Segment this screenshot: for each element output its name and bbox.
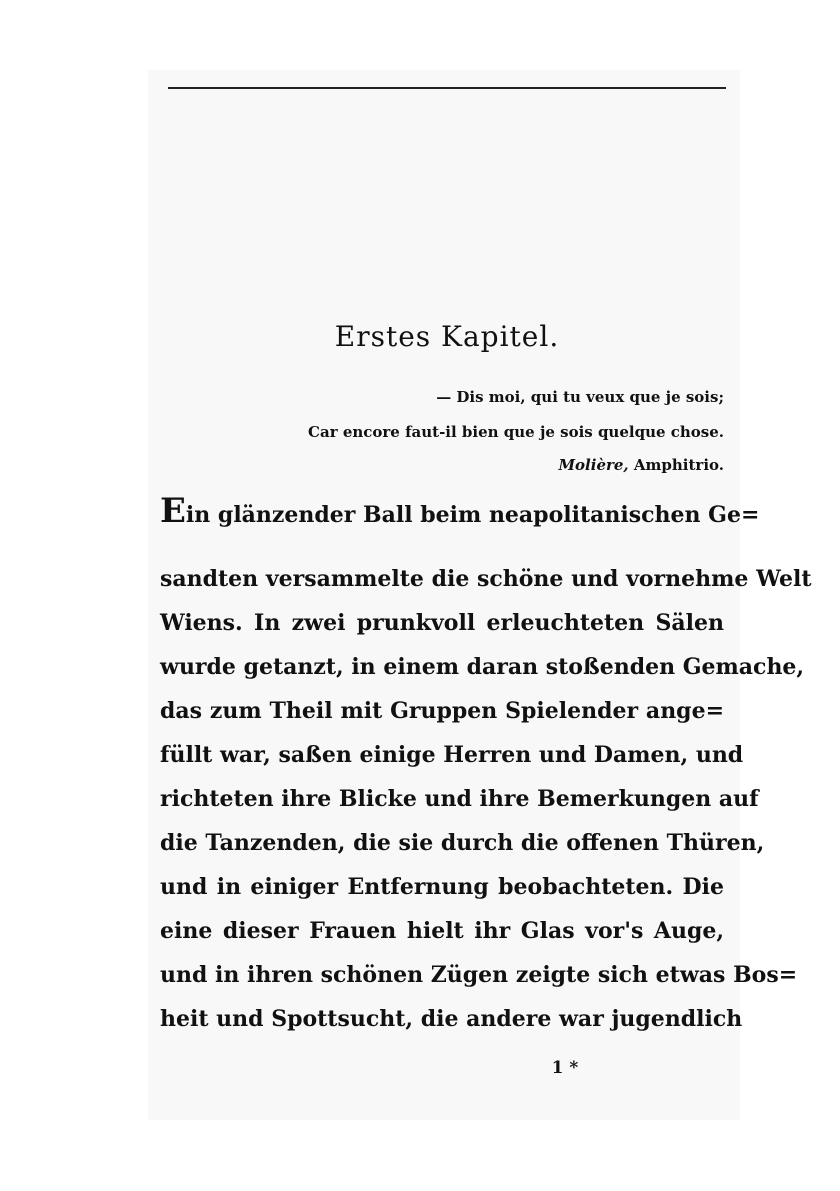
body-line-5: das zum Theil mit Gruppen Spielender ange= [160,698,724,724]
body-line-7: richteten ihre Blicke und ihre Bemerkungen auf [160,786,759,812]
body-line-1 [160,491,760,531]
body-line-1-text: in glänzender Ball beim neapolitanischen Ge= [185,502,760,528]
body-line-3: Wiens. In zwei prunkvoll erleuchteten Sälen [160,610,724,636]
body-line-2: sandten versammelte die schöne und vornehme Welt [160,566,812,592]
epigraph-attribution [168,456,724,474]
epigraph-author: Molière, [558,456,629,474]
body-line-4: wurde getanzt, in einem daran stoßenden Gemache, [160,654,805,680]
epigraph-line-1: — Dis moi, qui tu veux que je sois; [436,388,724,406]
chapter-title: Erstes Kapitel. [334,320,560,353]
body-line-6: füllt war, saßen einige Herren und Damen, und [160,742,744,768]
header-rule [168,87,726,89]
body-line-11: und in ihren schönen Zügen zeigte sich etwas Bos= [160,962,798,988]
page-signature: 1 * [551,1058,579,1078]
drop-cap: E [160,491,186,531]
body-line-12: heit und Spottsucht, die andere war jugendlich [160,1006,743,1032]
epigraph-work: Amphitrio. [633,456,724,474]
body-line-8: die Tanzenden, die sie durch die offenen Thüren, [160,830,765,856]
body-line-9: und in einiger Entfernung beobachteten. Die [160,874,724,900]
epigraph-line-2: Car encore faut-il bien que je sois quelque chose. [308,423,724,441]
body-line-10: eine dieser Frauen hielt ihr Glas vor's Auge, [160,918,724,944]
